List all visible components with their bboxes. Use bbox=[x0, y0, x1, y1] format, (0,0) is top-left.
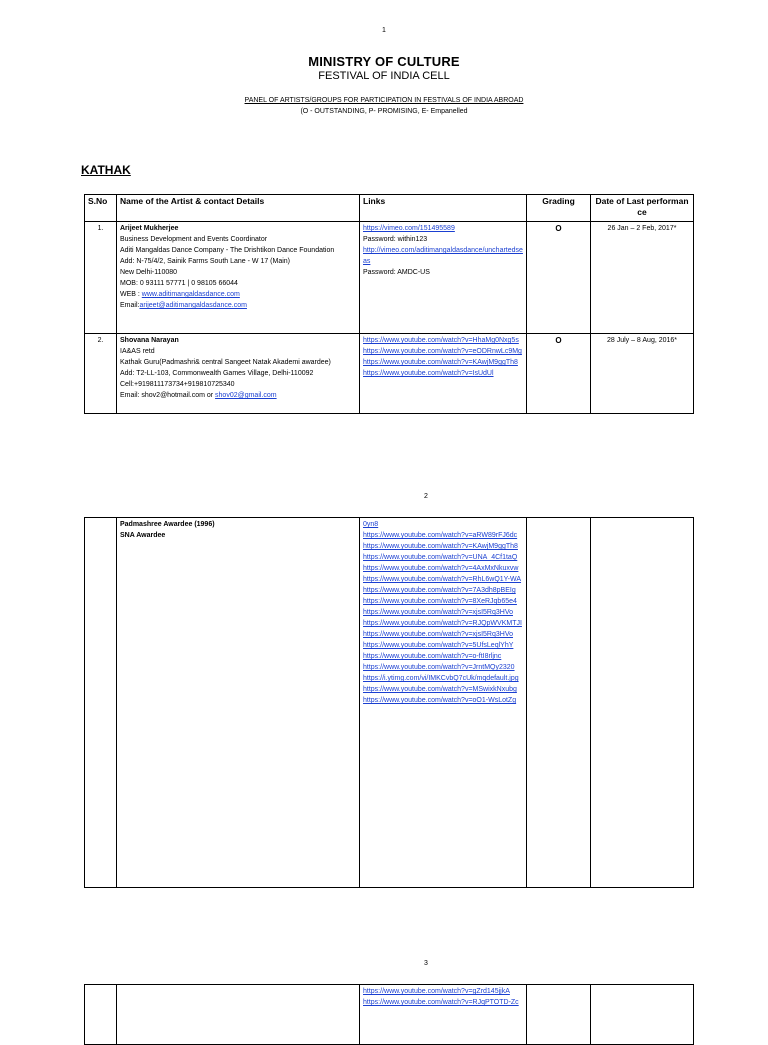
table-row bbox=[85, 518, 694, 888]
award-line: Padmashree Awardee (1996) bbox=[120, 521, 215, 528]
row-sno: 1. bbox=[85, 222, 117, 334]
links-cell bbox=[360, 985, 527, 1045]
video-link[interactable]: https://www.youtube.com/watch?v=xjsI5Rq3HVo bbox=[363, 631, 513, 638]
website-link[interactable]: www.aditimangaldasdance.com bbox=[141, 291, 240, 298]
detail-line: IA&AS retd bbox=[120, 348, 155, 355]
col-name: Name of the Artist & contact Details bbox=[117, 195, 360, 222]
video-link[interactable]: https://www.youtube.com/watch?v=xjsI5Rq3HVo bbox=[363, 609, 513, 616]
artists-table-continued bbox=[84, 517, 694, 888]
col-sno: S.No bbox=[85, 195, 117, 222]
section-heading: KATHAK bbox=[81, 163, 131, 177]
grade-value bbox=[527, 518, 591, 888]
video-link[interactable]: https://www.youtube.com/watch?v=RhL6wQ1Y-WA bbox=[363, 576, 522, 583]
web-line bbox=[120, 289, 356, 300]
panel-title bbox=[0, 97, 768, 104]
artist-details bbox=[117, 518, 360, 888]
detail-line: MOB: 0 93111 57771 | 0 98105 66044 bbox=[120, 280, 238, 287]
artist-details bbox=[117, 985, 360, 1045]
detail-line: Kathak Guru(Padmashri& central Sangeet Natak Akademi awardee) bbox=[120, 359, 331, 366]
row-sno bbox=[85, 985, 117, 1045]
row-sno bbox=[85, 518, 117, 888]
links-cell bbox=[360, 222, 527, 334]
last-performance-date: 26 Jan – 2 Feb, 2017* bbox=[591, 222, 694, 334]
artist-details bbox=[117, 334, 360, 414]
page-number: 1 bbox=[382, 27, 386, 34]
video-link[interactable]: https://www.youtube.com/watch?v=HhaMg0Nxg5s bbox=[363, 337, 519, 344]
document-title: MINISTRY OF CULTURE bbox=[308, 54, 460, 69]
email-link[interactable]: arijeet@aditimangaldasdance.com bbox=[139, 302, 247, 309]
table-row bbox=[85, 222, 694, 334]
award-line: SNA Awardee bbox=[120, 532, 166, 539]
document-subtitle: FESTIVAL OF INDIA CELL bbox=[318, 70, 450, 82]
grade-value bbox=[527, 985, 591, 1045]
last-performance-date: 28 July – 8 Aug, 2016* bbox=[591, 334, 694, 414]
email-link[interactable]: shov02@gmail.com bbox=[215, 392, 277, 399]
panel-title-text: PANEL OF ARTISTS/GROUPS FOR PARTICIPATION IN FESTIVALS OF INDIA ABROAD bbox=[244, 97, 524, 104]
table-row bbox=[85, 985, 694, 1045]
artists-table-continued bbox=[84, 984, 694, 1045]
image-link[interactable]: https://i.ytimg.com/vi/IMKCvbQ7cUk/mqdefault.jpg bbox=[363, 675, 519, 682]
grade-value: O bbox=[527, 222, 591, 334]
video-link[interactable]: https://www.youtube.com/watch?v=IsUdUl bbox=[363, 370, 494, 377]
table-row bbox=[85, 334, 694, 414]
video-link[interactable]: https://www.youtube.com/watch?v=eODRnwLc9Mg bbox=[363, 348, 522, 355]
video-link[interactable]: https://www.youtube.com/watch?v=4AxMxNkuxvw bbox=[363, 565, 519, 572]
row-sno: 2. bbox=[85, 334, 117, 414]
video-link[interactable]: https://www.youtube.com/watch?v=o-ftI8rljnc bbox=[363, 653, 502, 660]
col-date: Date of Last performance bbox=[591, 195, 694, 222]
video-link[interactable]: https://www.youtube.com/watch?v=oO1-WsLotZg bbox=[363, 697, 517, 704]
video-link[interactable]: https://www.youtube.com/watch?v=7A3dh8pBEIg bbox=[363, 587, 516, 594]
artists-table bbox=[84, 194, 694, 414]
page-number: 3 bbox=[424, 960, 428, 967]
video-link[interactable]: https://www.youtube.com/watch?v=UNA_4Cf1taQ bbox=[363, 554, 518, 561]
video-link[interactable]: https://www.youtube.com/watch?v=RJQpWVKMTJI bbox=[363, 620, 522, 627]
page-number: 2 bbox=[424, 493, 428, 500]
video-link[interactable]: https://www.youtube.com/watch?v=5UfsLeqlYhY bbox=[363, 642, 514, 649]
video-link[interactable]: 0yn8 bbox=[363, 521, 379, 528]
detail-line: Business Development and Events Coordinator bbox=[120, 236, 268, 243]
email-line bbox=[120, 390, 356, 401]
web-label: WEB : bbox=[120, 291, 142, 298]
video-link[interactable]: http://vimeo.com/aditimangaldasdance/unchartedseas bbox=[363, 247, 523, 265]
password-text: Password: within123 bbox=[363, 236, 428, 243]
detail-line: Aditi Mangaldas Dance Company - The Drishtikon Dance Foundation bbox=[120, 247, 335, 254]
last-performance-date bbox=[591, 518, 694, 888]
artist-details bbox=[117, 222, 360, 334]
video-link[interactable]: https://www.youtube.com/watch?v=8XeRJqb65e4 bbox=[363, 598, 517, 605]
col-links: Links bbox=[360, 195, 527, 222]
last-performance-date bbox=[591, 985, 694, 1045]
password-text: Password: AMDC-US bbox=[363, 269, 430, 276]
video-link[interactable]: https://www.youtube.com/watch?v=KAwjM9ggTh8 bbox=[363, 359, 518, 366]
video-link[interactable]: https://www.youtube.com/watch?v=MSwixkNxubg bbox=[363, 686, 517, 693]
email-label: Email: shov2@hotmail.com or bbox=[120, 392, 216, 399]
video-link[interactable]: https://www.youtube.com/watch?v=gZrd145jjkA bbox=[363, 988, 510, 995]
detail-line: Add: T2-LL-103, Commonwealth Games Village, Delhi-110092 bbox=[120, 370, 314, 377]
grading-legend: (O - OUTSTANDING, P- PROMISING, E- Empanelled bbox=[300, 108, 468, 115]
video-link[interactable]: https://www.youtube.com/watch?v=aRW89rFJ6dc bbox=[363, 532, 518, 539]
links-cell bbox=[360, 334, 527, 414]
email-line bbox=[120, 300, 356, 311]
col-grading: Grading bbox=[527, 195, 591, 222]
video-link[interactable]: https://www.youtube.com/watch?v=RJqPTOTD-Zc bbox=[363, 999, 519, 1006]
table-header-row bbox=[85, 195, 694, 222]
detail-line: Cell:+919811173734+919810725340 bbox=[120, 381, 235, 388]
grade-value: O bbox=[527, 334, 591, 414]
artist-name: Shovana Narayan bbox=[120, 337, 179, 344]
detail-line: New Delhi-110080 bbox=[120, 269, 178, 276]
email-label: Email: bbox=[120, 302, 140, 309]
video-link[interactable]: https://www.youtube.com/watch?v=KAwjM9ggTh8 bbox=[363, 543, 518, 550]
video-link[interactable]: https://vimeo.com/151495589 bbox=[363, 225, 455, 232]
artist-name: Arijeet Mukherjee bbox=[120, 225, 179, 232]
links-cell bbox=[360, 518, 527, 888]
detail-line: Add: N-75/4/2, Sainik Farms South Lane - W 17 (Main) bbox=[120, 258, 291, 265]
video-link[interactable]: https://www.youtube.com/watch?v=JrntMQy2320 bbox=[363, 664, 515, 671]
